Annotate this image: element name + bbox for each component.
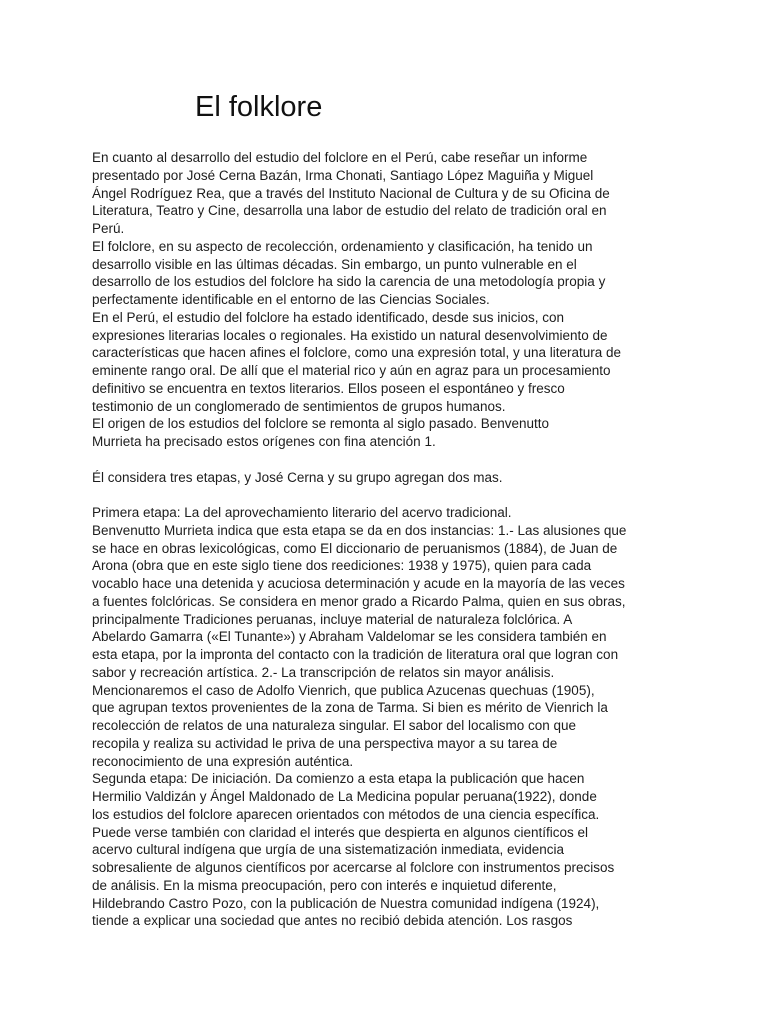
text-line: Literatura, Teatro y Cine, desarrolla una labor de estudio del relato de tradición oral en [92, 203, 607, 219]
text-line: los estudios del folclore aparecen orientados con métodos de una ciencia específica. [92, 806, 600, 822]
text-line: sobresaliente de algunos científicos por acercarse al folclore con instrumentos precisos [92, 860, 615, 875]
text-line: vocablo hace una detenida y acuciosa determinación y acude en la mayoría de las veces [92, 576, 625, 591]
text-line: recolección de relatos de una naturaleza singular. El sabor del localismo con que [92, 718, 577, 733]
text-line: Abelardo Gamarra («El Tunante») y Abraham Valdelomar se les considera también en [92, 629, 607, 645]
text-line: Él considera tres etapas, y José Cerna y su grupo agregan dos mas. [92, 469, 503, 485]
text-line: Segunda etapa: De iniciación. Da comienzo a esta etapa la publicación que hacen [92, 771, 585, 787]
text-line: testimonio de un conglomerado de sentimientos de grupos humanos. [92, 398, 506, 414]
text-line: esta etapa, por la impronta del contacto con la tradición de literatura oral que logran con [92, 647, 619, 662]
text-line: sabor y recreación artística. 2.- La transcripción de relatos sin mayor análisis. [92, 664, 555, 680]
text-line: Mencionaremos el caso de Adolfo Vienrich, que publica Azucenas quechuas (1905), [92, 682, 595, 698]
text-line: tiende a explicar una sociedad que antes no recibió debida atención. Los rasgos [92, 913, 573, 929]
text-line: reconocimiento de una expresión auténtica. [92, 753, 354, 769]
document-body [92, 149, 672, 930]
text-line: Perú. [92, 221, 125, 236]
blank-line [92, 486, 672, 504]
text-line: El folclore, en su aspecto de recolección, ordenamiento y clasificación, ha tenido un [92, 238, 593, 254]
text-line: de análisis. En la misma preocupación, pero con interés e inquietud diferente, [92, 877, 557, 893]
text-line: El origen de los estudios del folclore se remonta al siglo pasado. Benvenutto [92, 416, 550, 432]
text-line: Puede verse también con claridad el interés que despierta en algunos científicos el [92, 824, 589, 840]
text-line: a fuentes folclóricas. Se considera en menor grado a Ricardo Palma, quien en sus obras, [92, 593, 626, 609]
text-line: desarrollo de los estudios del folclore ha sido la carencia de una metodología propia y [92, 274, 606, 290]
text-line: que agrupan textos provenientes de la zona de Tarma. Si bien es mérito de Vienrich la [92, 700, 608, 716]
text-line: Murrieta ha precisado estos orígenes con fina atención 1. [92, 434, 436, 449]
text-line: características que hacen afines el folclore, como una expresión total, y una literatura de [92, 345, 622, 361]
text-line: Arona (obra que en este siglo tiene dos reediciones: 1938 y 1975), quien para cada [92, 558, 592, 574]
blank-line [92, 451, 672, 469]
text-line: En cuanto al desarrollo del estudio del folclore en el Perú, cabe reseñar un informe [92, 150, 588, 165]
text-line: presentado por José Cerna Bazán, Irma Chonati, Santiago López Maguiña y Miguel [92, 167, 594, 183]
text-line: eminente rango oral. De allí que el material rico y aún en agraz para un procesamiento [92, 363, 611, 378]
text-line: acervo cultural indígena que urgía de una sistematización inmediata, evidencia [92, 842, 565, 858]
text-line: Benvenutto Murrieta indica que esta etapa se da en dos instancias: 1.- Las alusiones que [92, 522, 627, 538]
text-line: Ángel Rodríguez Rea, que a través del Instituto Nacional de Cultura y de su Oficina de [92, 185, 610, 201]
text-line: principalmente Tradiciones peruanas, incluye material de naturaleza folclórica. A [92, 611, 573, 627]
text-line: Primera etapa: La del aprovechamiento literario del acervo tradicional. [92, 505, 512, 520]
text-line: En el Perú, el estudio del folclore ha estado identificado, desde sus inicios, con [92, 309, 565, 325]
text-line: Hildebrando Castro Pozo, con la publicación de Nuestra comunidad indígena (1924), [92, 895, 600, 911]
text-line: desarrollo visible en las últimas décadas. Sin embargo, un punto vulnerable en el [92, 256, 577, 272]
text-line: definitivo se encuentra en textos literarios. Ellos poseen el espontáneo y fresco [92, 380, 565, 396]
text-line: se hace en obras lexicológicas, como El diccionario de peruanismos (1884), de Juan de [92, 540, 618, 556]
text-line: perfectamente identificable en el entorno de las Ciencias Sociales. [92, 292, 490, 307]
document-title: El folklore [195, 91, 323, 123]
text-line: recopila y realiza su actividad le priva de una perspectiva mayor a su tarea de [92, 735, 558, 751]
text-line: Hermilio Valdizán y Ángel Maldonado de La Medicina popular peruana(1922), donde [92, 789, 597, 804]
text-line: expresiones literarias locales o regionales. Ha existido un natural desenvolvimiento de [92, 327, 608, 343]
